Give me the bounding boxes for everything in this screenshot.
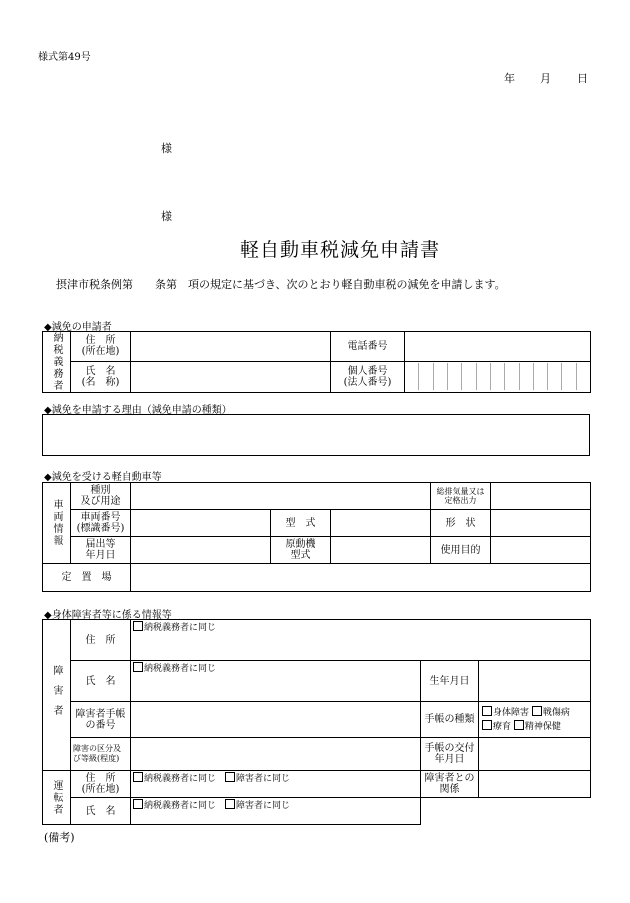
disability-grade-field[interactable] [131, 738, 421, 771]
reason-table [42, 414, 590, 456]
disabled-address-field[interactable] [131, 620, 591, 661]
same-as-disabled-checkbox[interactable] [225, 799, 235, 809]
reason-field[interactable] [43, 415, 590, 456]
usage-field[interactable] [491, 537, 591, 564]
handbook-type-checkbox[interactable] [514, 720, 524, 730]
model-label: 型 式 [271, 510, 331, 537]
addressee-honorific-1: 様 [161, 142, 172, 155]
same-as-disabled-checkbox[interactable] [225, 772, 235, 782]
handbook-type-checkbox[interactable] [532, 706, 542, 716]
handbook-type-option: 療育 [493, 721, 512, 732]
reason-heading: ◆減免を申請する理由（減免申請の種類） [44, 405, 232, 416]
date-year: 年 [504, 72, 515, 85]
same-as-taxpayer-checkbox[interactable] [133, 772, 143, 782]
vehicle-type-label: 種別 及び用途 [71, 483, 131, 510]
handbook-type-label: 手帳の種類 [421, 702, 479, 738]
same-as-taxpayer-label: 納税義務者に同じ [144, 774, 217, 784]
disability-grade-label: 障害の区分及 び等級(程度) [71, 738, 131, 771]
model-field[interactable] [331, 510, 431, 537]
taxpayer-group-label: 納税義務者 [43, 332, 71, 393]
vehicle-table [42, 482, 591, 592]
applicant-heading: ◆減免の申請者 [44, 322, 112, 333]
registration-date-label: 届出等 年月日 [71, 537, 131, 564]
shape-field[interactable] [491, 510, 591, 537]
disabled-name-label: 氏 名 [71, 661, 131, 702]
handbook-number-label: 障害者手帳 の番号 [71, 702, 131, 738]
same-as-taxpayer-checkbox[interactable] [133, 799, 143, 809]
date-day: 日 [577, 72, 588, 85]
handbook-type-option: 精神保健 [524, 721, 561, 732]
form-number: 様式第49号 [38, 52, 91, 63]
same-as-taxpayer-label: 納税義務者に同じ [144, 801, 217, 811]
driver-address-field[interactable] [131, 771, 421, 798]
displacement-label: 総排気量又は 定格出力 [431, 483, 491, 510]
storage-location-label: 定 置 場 [43, 564, 131, 592]
plate-number-field[interactable] [131, 510, 271, 537]
intro-text: 摂津市税条例第 条第 項の規定に基づき、次のとおり軽自動車税の減免を申請します。 [56, 278, 506, 291]
same-as-taxpayer-label: 納税義務者に同じ [144, 623, 217, 633]
handbook-type-checkbox[interactable] [482, 720, 492, 730]
vehicle-heading: ◆減免を受ける軽自動車等 [44, 472, 162, 483]
taxpayer-phone-label: 電話番号 [331, 332, 405, 362]
shape-label: 形 状 [431, 510, 491, 537]
same-as-taxpayer-checkbox[interactable] [133, 662, 143, 672]
taxpayer-phone-field[interactable] [405, 332, 591, 362]
same-as-taxpayer-label: 納税義務者に同じ [144, 664, 217, 674]
handbook-type-option: 戦傷病 [542, 707, 570, 718]
taxpayer-id-number-field[interactable] [405, 361, 591, 392]
blank-area [421, 798, 591, 825]
taxpayer-name-label: 氏 名 (名 称) [71, 361, 131, 392]
disability-heading: ◆身体障害者等に係る情報等 [44, 610, 172, 621]
same-as-taxpayer-checkbox[interactable] [133, 621, 143, 631]
storage-location-field[interactable] [131, 564, 591, 592]
handbook-type-option: 身体障害 [493, 707, 530, 718]
birth-date-label: 生年月日 [421, 661, 479, 702]
engine-model-field[interactable] [331, 537, 431, 564]
disability-table [42, 619, 591, 825]
driver-name-label: 氏 名 [71, 798, 131, 825]
vehicle-group-label: 車両情報 [43, 483, 71, 564]
handbook-type-options [479, 702, 591, 738]
taxpayer-address-label: 住 所 (所在地) [71, 332, 131, 362]
plate-number-label: 車両番号 (標識番号) [71, 510, 131, 537]
handbook-issue-date-field[interactable] [479, 738, 591, 771]
date-month: 月 [540, 72, 551, 85]
remarks-label: (備考) [44, 831, 75, 844]
disabled-person-group-label: 障害者 [43, 620, 71, 771]
usage-label: 使用目的 [431, 537, 491, 564]
birth-date-field[interactable] [479, 661, 591, 702]
driver-name-field[interactable] [131, 798, 421, 825]
handbook-type-checkbox[interactable] [482, 706, 492, 716]
taxpayer-id-label: 個人番号 (法人番号) [331, 361, 405, 392]
relation-field[interactable] [479, 771, 591, 798]
page-title: 軽自動車税減免申請書 [240, 239, 441, 261]
disabled-address-label: 住 所 [71, 620, 131, 661]
handbook-number-field[interactable] [131, 702, 421, 738]
addressee-honorific-2: 様 [161, 210, 172, 223]
handbook-issue-date-label: 手帳の交付 年月日 [421, 738, 479, 771]
vehicle-type-field[interactable] [131, 483, 431, 510]
registration-date-field[interactable] [131, 537, 271, 564]
driver-address-label: 住 所 (所在地) [71, 771, 131, 798]
taxpayer-address-field[interactable] [131, 332, 331, 362]
same-as-disabled-label: 障害者に同じ [236, 801, 291, 811]
same-as-disabled-label: 障害者に同じ [236, 774, 291, 784]
applicant-table [42, 331, 591, 393]
displacement-field[interactable] [491, 483, 591, 510]
disabled-name-field[interactable] [131, 661, 421, 702]
relation-label: 障害者との 関係 [421, 771, 479, 798]
taxpayer-name-field[interactable] [131, 361, 331, 392]
driver-group-label: 運転者 [43, 771, 71, 825]
engine-model-label: 原動機 型式 [271, 537, 331, 564]
